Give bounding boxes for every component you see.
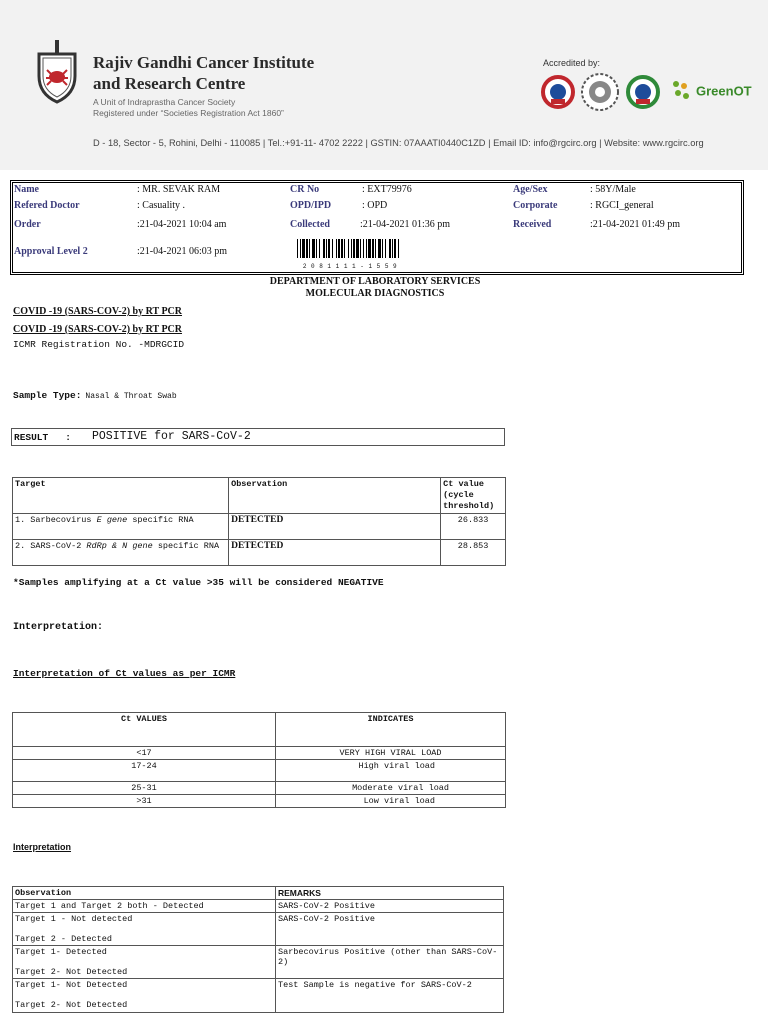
report-title-2: COVID -19 (SARS-COV-2) by RT PCR [13, 324, 183, 335]
crno-value: : EXT79976 [362, 184, 412, 195]
target-cell: 1. Sarbecovirus E gene specific RNA [13, 514, 229, 540]
table-row [13, 946, 504, 979]
observation-cell: Target 1 - Not detected Target 2 - Detected [13, 913, 276, 946]
sample-type [13, 385, 177, 403]
observation-cell: DETECTED [229, 540, 441, 566]
order-value: :21-04-2021 10:04 am [137, 219, 227, 230]
table-row [13, 760, 506, 782]
department-line2: MOLECULAR DIAGNOSTICS [305, 288, 445, 299]
target-table [12, 477, 506, 566]
nabh-green-badge-icon [626, 75, 660, 114]
interpretation-table [12, 886, 504, 1013]
greenot-logo [670, 78, 752, 104]
result-value: POSITIVE for SARS-CoV-2 [92, 430, 251, 443]
greenot-label: GreenOT [696, 83, 752, 99]
institute-subtitle [93, 97, 284, 119]
table-row [13, 782, 506, 795]
target-header: Target [13, 478, 229, 514]
unit-line: A Unit of Indraprastha Cancer Society [93, 97, 236, 107]
institute-name-line1: Rajiv Gandhi Cancer Institute [93, 53, 315, 72]
received-value: :21-04-2021 01:49 pm [590, 219, 680, 230]
report-title-1: COVID -19 (SARS-COV-2) by RT PCR [13, 306, 183, 317]
collected-value: :21-04-2021 01:36 pm [360, 219, 450, 230]
remarks-header: REMARKS [276, 887, 504, 900]
table-row [13, 979, 504, 1013]
indicates-cell: VERY HIGH VIRAL LOAD [276, 747, 506, 760]
crno-label: CR No [290, 184, 320, 195]
approval-label: Approval Level 2 [14, 246, 88, 257]
department-line1: DEPARTMENT OF LABORATORY SERVICES [269, 276, 481, 287]
accredited-label: Accredited by: [543, 58, 601, 68]
approval-value: :21-04-2021 06:03 pm [137, 246, 227, 257]
collected-label: Collected [290, 219, 330, 230]
indicates-cell: Low viral load [276, 795, 506, 808]
observation-cell: Target 1- Not Detected Target 2- Not Detected [13, 979, 276, 1013]
agesex-label: Age/Sex [513, 184, 548, 195]
remarks-cell: Sarbecovirus Positive (other than SARS-CoV-2) [276, 946, 504, 979]
ct-value-header: Ct value (cycle threshold) [441, 478, 506, 514]
received-label: Received [513, 219, 552, 230]
greenot-leaf-icon [670, 78, 692, 104]
ct-range-cell: 17-24 [13, 760, 276, 782]
icmr-registration: ICMR Registration No. -MDRGCID [13, 339, 185, 350]
doctor-value: : Casuality . [137, 200, 186, 211]
result-label: RESULT : [14, 432, 72, 443]
institute-name [93, 52, 314, 94]
table-row [13, 913, 504, 946]
table-row [13, 514, 506, 540]
negative-note: *Samples amplifying at a Ct value >35 will be considered NEGATIVE [13, 577, 384, 588]
interpretation-heading: Interpretation [13, 842, 72, 852]
target-cell: 2. SARS-CoV-2 RdRp & N gene specific RNA [13, 540, 229, 566]
ct-cell: 28.853 [441, 540, 506, 566]
doctor-label: Refered Doctor [14, 200, 80, 211]
ct-values-header: Ct VALUES [13, 713, 276, 747]
indicates-cell: Moderate viral load [276, 782, 506, 795]
barcode [295, 239, 405, 270]
name-label: Name [14, 184, 39, 195]
nabh-badge-icon [541, 75, 575, 114]
indicates-header: INDICATES [276, 713, 506, 747]
ct-range-cell: 25-31 [13, 782, 276, 795]
observation-cell: Target 1- Detected Target 2- Not Detected [13, 946, 276, 979]
remarks-cell: SARS-CoV-2 Positive [276, 913, 504, 946]
sample-type-label: Sample Type: [13, 390, 82, 401]
table-row [13, 540, 506, 566]
registered-line: Registered under “Societies Registration Act 1860” [93, 108, 284, 118]
observation-cell: DETECTED [229, 514, 441, 540]
opd-label: OPD/IPD [290, 200, 332, 211]
institute-logo-icon [33, 40, 81, 111]
indicates-cell: High viral load [276, 760, 506, 782]
order-label: Order [14, 219, 41, 230]
barcode-icon [295, 239, 405, 260]
agesex-value: : 58Y/Male [590, 184, 636, 195]
ct-interpretation-heading: Interpretation of Ct values as per ICMR [13, 668, 236, 679]
interpretation-label: Interpretation: [13, 622, 104, 633]
result-box [11, 428, 505, 446]
sample-type-value: Nasal & Throat Swab [85, 392, 177, 401]
ct-values-table [12, 712, 506, 808]
nabl-seal-icon [580, 72, 620, 117]
table-row [13, 795, 506, 808]
department-heading [200, 276, 550, 300]
opd-value: : OPD [362, 200, 388, 211]
corporate-label: Corporate [513, 200, 558, 211]
ct-range-cell: <17 [13, 747, 276, 760]
corporate-value: : RGCI_general [590, 200, 654, 211]
institute-name-line2: and Research Centre [93, 74, 246, 93]
name-value: : MR. SEVAK RAM [137, 184, 221, 195]
ct-range-cell: >31 [13, 795, 276, 808]
institute-address: D - 18, Sector - 5, Rohini, Delhi - 110085 | Tel.:+91-11- 4702 2222 | GSTIN: 07AAATI0440C1ZD | Email ID: info@rgcirc.org | Website: www.rgcirc.org [93, 138, 704, 148]
ct-cell: 26.833 [441, 514, 506, 540]
table-row [13, 900, 504, 913]
remarks-cell: Test Sample is negative for SARS-CoV-2 [276, 979, 504, 1013]
observation-cell: Target 1 and Target 2 both - Detected [13, 900, 276, 913]
observation-col-header: Observation [13, 887, 276, 900]
barcode-text: 2 0 8 1 1 1 1 - 1 5 5 9 [302, 263, 398, 270]
table-row [13, 747, 506, 760]
observation-header: Observation [229, 478, 441, 514]
remarks-cell: SARS-CoV-2 Positive [276, 900, 504, 913]
